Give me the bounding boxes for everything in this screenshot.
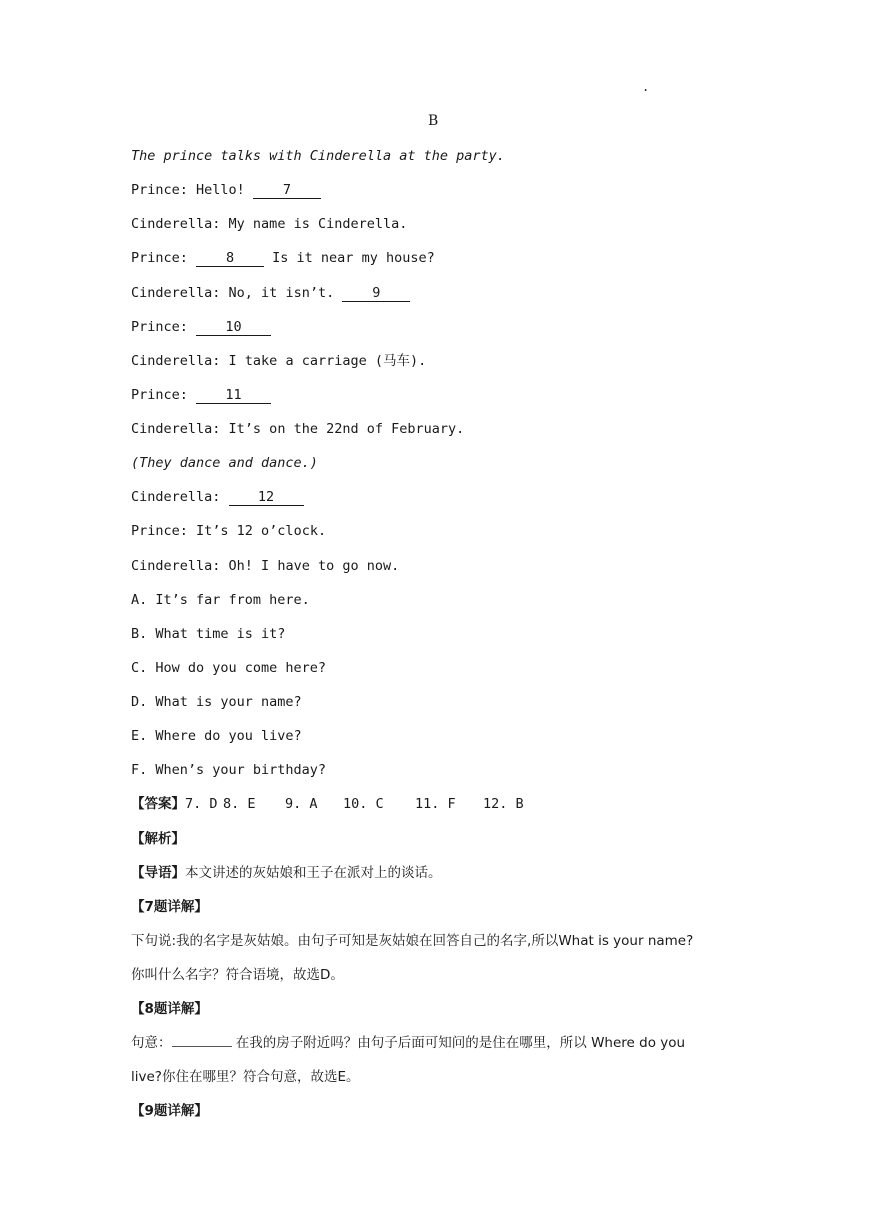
answer-8: 8. E <box>223 796 256 812</box>
blank-11[interactable]: 11 <box>196 387 271 404</box>
dialogue-line-7: Prince: 11 <box>131 386 271 404</box>
q7-line-2: 你叫什么名字？符合语境，故选D。 <box>131 967 344 983</box>
q8-line-2: live?你住在哪里？符合句意，故选E。 <box>131 1069 360 1085</box>
blank-7[interactable]: 7 <box>253 182 321 199</box>
answer-line <box>131 795 553 813</box>
q8-label: 【8题详解】 <box>131 1001 208 1017</box>
option-f: F. When’s your birthday? <box>131 762 327 778</box>
intro-line: The prince talks with Cinderella at the party. <box>131 148 505 164</box>
q8-blank <box>172 1034 232 1047</box>
answer-11: 11. F <box>415 796 456 812</box>
option-b: B. What time is it? <box>131 626 286 642</box>
dialogue-line-11: Cinderella: Oh! I have to go now. <box>131 558 400 574</box>
dialogue-line-1: Prince: Hello! 7 <box>131 181 321 199</box>
dialogue-line-9: Cinderella: 12 <box>131 488 304 506</box>
dialogue-line-3: Prince: 8 Is it near my house? <box>131 250 435 266</box>
stage-direction: (They dance and dance.) <box>131 455 318 471</box>
blank-10[interactable]: 10 <box>196 319 271 336</box>
analysis-label: 【解析】 <box>131 831 185 847</box>
dialogue-line-10: Prince: It’s 12 o’clock. <box>131 523 327 539</box>
section-label: B <box>428 113 439 129</box>
answer-9: 9. A <box>285 796 318 812</box>
blank-12[interactable]: 12 <box>229 489 304 506</box>
answer-12: 12. B <box>483 796 524 812</box>
option-a: A. It’s far from here. <box>131 592 310 608</box>
answer-10: 10. C <box>343 796 384 812</box>
option-d: D. What is your name? <box>131 694 302 710</box>
dialogue-line-8: Cinderella: It’s on the 22nd of February. <box>131 421 465 437</box>
dialogue-line-4: Cinderella: No, it isn’t. 9 <box>131 284 410 302</box>
guide-line <box>131 864 442 882</box>
option-c: C. How do you come here? <box>131 660 327 676</box>
dialogue-line-6: Cinderella: I take a carriage (马车). <box>131 353 427 369</box>
answer-7: 7. D <box>185 796 218 812</box>
dialogue-line-2: Cinderella: My name is Cinderella. <box>131 216 408 232</box>
option-e: E. Where do you live? <box>131 728 302 744</box>
q7-label: 【7题详解】 <box>131 899 208 915</box>
blank-9[interactable]: 9 <box>342 285 410 302</box>
guide-label: 【导语】 <box>131 865 185 881</box>
guide-text: 本文讲述的灰姑娘和王子在派对上的谈话。 <box>185 865 442 881</box>
q7-line-1: 下句说:我的名字是灰姑娘。由句子可知是灰姑娘在回答自己的名字,所以What is your name? <box>131 933 694 949</box>
dialogue-line-5: Prince: 10 <box>131 318 271 336</box>
q8-line-1: 句意： 在我的房子附近吗？由句子后面可知问的是住在哪里，所以 Where do you <box>131 1035 686 1051</box>
answer-label: 【答案】 <box>131 796 185 812</box>
page-marker: . <box>642 80 650 94</box>
q9-label: 【9题详解】 <box>131 1103 208 1119</box>
blank-8[interactable]: 8 <box>196 250 264 267</box>
